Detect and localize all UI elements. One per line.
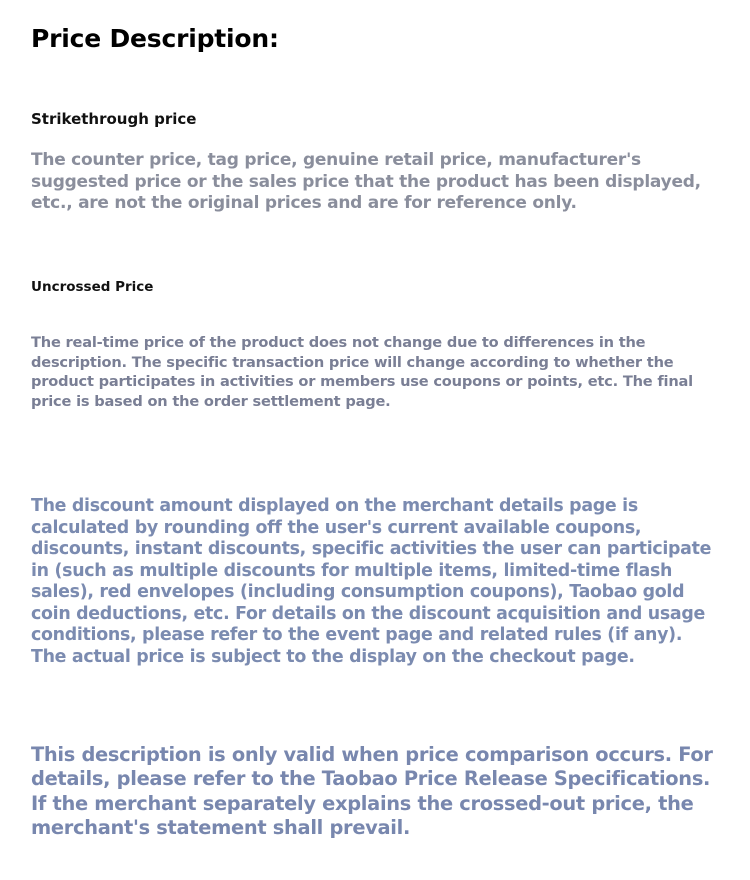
- discount-description: The discount amount displayed on the merchant details page is calculated by rounding off the user's current available coupons, discounts, instant discounts, specific activities the user can participate in (such as multiple discounts for multiple items, limited-time flash sales), red envelopes (including consumption coupons), Taobao gold coin deductions, etc. For details on the discount acquisition and usage conditions, please refer to the event page and related rules (if any). The actual price is subject to the display on the checkout page.: [31, 496, 712, 667]
- uncrossed-price-description: The real-time price of the product does not change due to differences in the description. The specific transaction price will change according to whether the product participates in activities or members use coupons or points, etc. The final price is based on the order settlement page.: [31, 334, 693, 411]
- strikethrough-price-description: The counter price, tag price, genuine retail price, manufacturer's suggested price or the sales price that the product has been displayed, etc., are not the original prices and are for reference only.: [31, 150, 701, 213]
- strikethrough-price-heading: Strikethrough price: [31, 110, 197, 128]
- page-title: Price Description:: [31, 24, 279, 53]
- validity-statement: This description is only valid when price comparison occurs. For details, please refer to the Taobao Price Release Specifications. If the merchant separately explains the crossed-out price, the merchant's statement shall prevail.: [31, 743, 713, 840]
- uncrossed-price-heading: Uncrossed Price: [31, 279, 154, 295]
